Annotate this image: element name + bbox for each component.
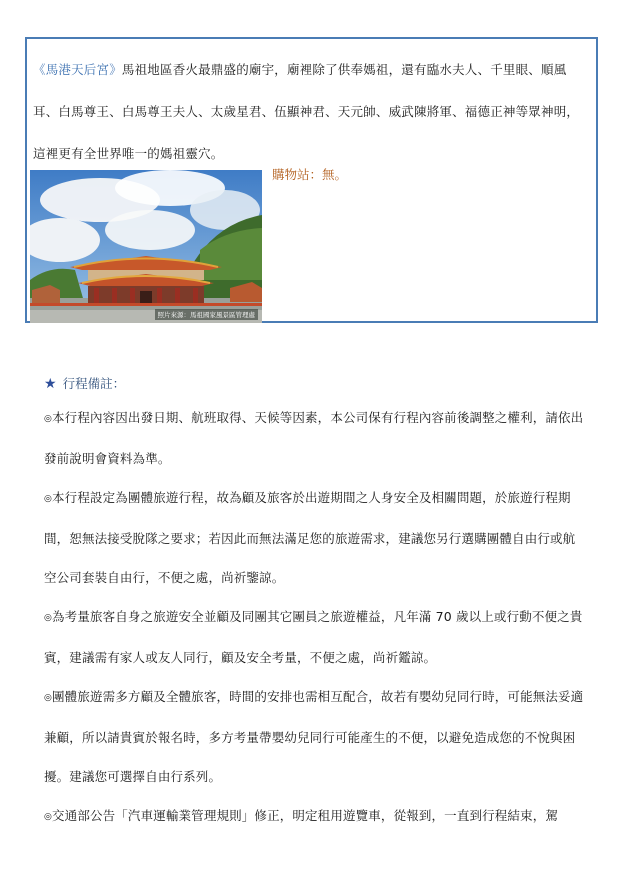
bullet-icon: ◎ bbox=[44, 613, 53, 623]
note-item: ◎本行程設定為團體旅遊行程，故為顧及旅客於出遊期間之人身安全及相關問題，於旅遊行程期間，恕無法接受脫隊之要求；若因此而無法滿足您的旅遊需求，建議您另行選購團體自由行或航空公司套裝自由行，不便之處，尚祈鑒諒。 bbox=[44, 490, 576, 585]
bullet-icon: ◎ bbox=[44, 494, 53, 504]
attraction-box bbox=[25, 37, 598, 323]
star-icon: ★ bbox=[44, 376, 57, 392]
temple-illustration bbox=[30, 170, 262, 323]
notes-heading bbox=[44, 374, 125, 392]
notes-list bbox=[44, 398, 584, 837]
bullet-icon: ◎ bbox=[44, 812, 53, 822]
note-item: ◎交通部公告「汽車運輸業管理規則」修正，明定租用遊覽車，從報到，一直到行程結束，駕 bbox=[44, 808, 559, 823]
temple-photo bbox=[30, 170, 262, 323]
shopping-info: 購物站：無。 bbox=[272, 167, 348, 182]
note-item: ◎團體旅遊需多方顧及全體旅客，時間的安排也需相互配合，故若有嬰幼兒同行時，可能無法妥適兼顧，所以請貴賓於報名時，多方考量帶嬰幼兒同行可能產生的不便，以避免造成您的不悅與困擾。建議您可選擇自由行系列。 bbox=[44, 689, 584, 784]
attraction-intro bbox=[33, 49, 588, 175]
note-item: ◎本行程內容因出發日期、航班取得、天候等因素，本公司保有行程內容前後調整之權利，請依出發前說明會資料為準。 bbox=[44, 410, 584, 466]
bullet-icon: ◎ bbox=[44, 414, 53, 424]
attraction-name: 《馬港天后宮》 bbox=[33, 62, 122, 77]
note-item: ◎為考量旅客自身之旅遊安全並顧及同團其它團員之旅遊權益，凡年滿 70 歲以上或行動不便之貴賓，建議需有家人或友人同行，顧及安全考量，不便之處，尚祈鑑諒。 bbox=[44, 609, 583, 665]
attraction-description: 馬祖地區香火最鼎盛的廟宇，廟裡除了供奉媽祖，還有臨水夫人、千里眼、順風耳、白馬尊王、白馬尊王夫人、太歲星君、伍顯神君、天元帥、威武陳將軍、福德正神等眾神明，這裡更有全世界唯一的媽祖靈穴。 bbox=[33, 62, 580, 161]
notes-title: 行程備註： bbox=[62, 376, 126, 391]
photo-credit: 照片來源：馬祖國家風景區管理處 bbox=[155, 309, 259, 320]
bullet-icon: ◎ bbox=[44, 693, 53, 703]
